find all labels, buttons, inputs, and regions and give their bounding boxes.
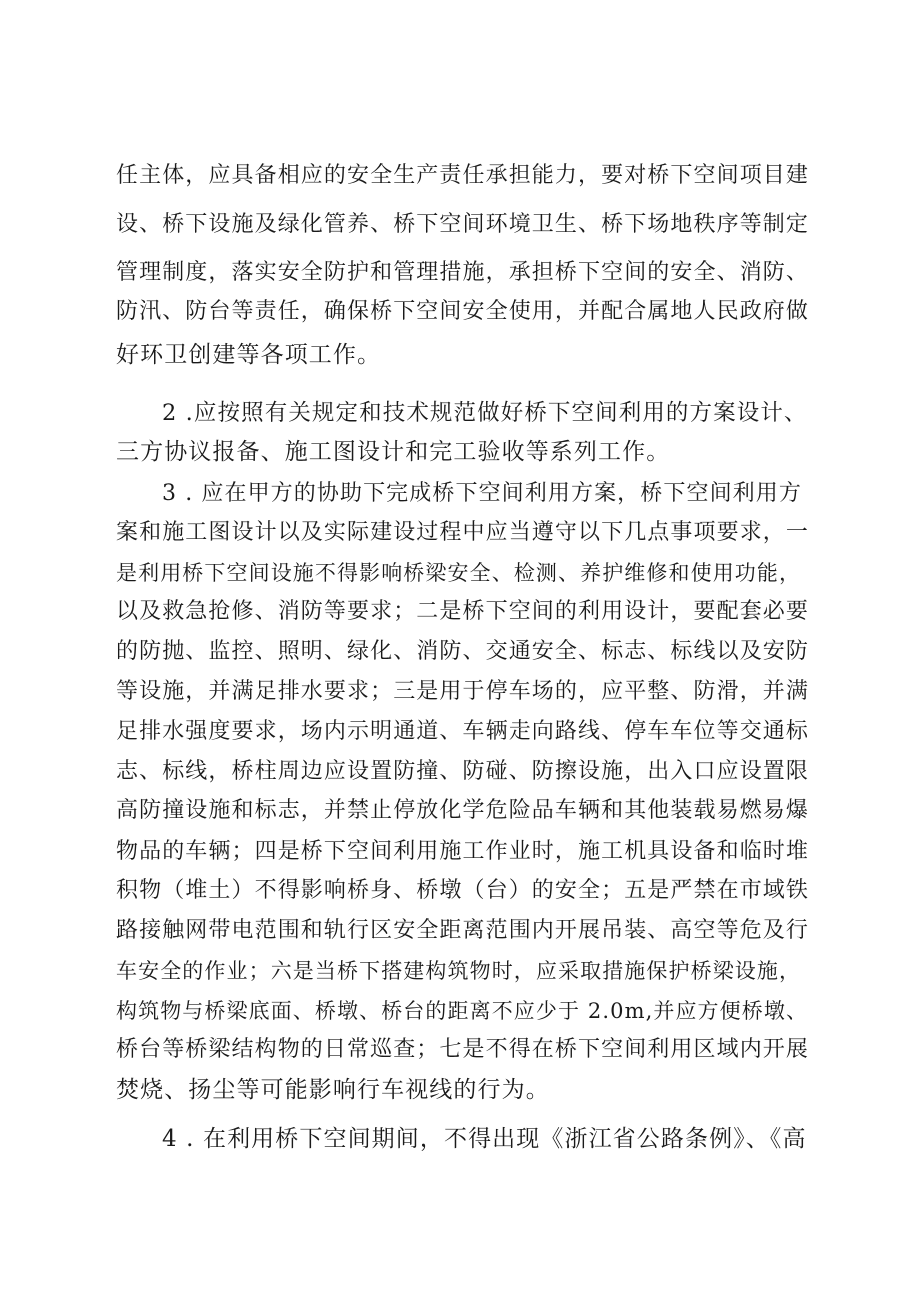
- text-line: 3 . 应在甲方的协助下完成桥下空间利用方案，桥下空间利用方: [162, 481, 802, 506]
- text-line: 等设施，并满足排水要求；三是用于停车场的，应平整、防滑，并满: [116, 679, 810, 704]
- text-line: 构筑物与桥梁底面、桥墩、桥台的距离不应少于 2.0m,并应方便桥墩、: [116, 999, 809, 1023]
- text-line: 高防撞设施和标志，并禁止停放化学危险品车辆和其他装载易燃易爆: [116, 798, 810, 823]
- text-line: 足排水强度要求，场内示明通道、车辆走向路线、停车车位等交通标: [116, 719, 810, 744]
- text-line: 志、标线，桥柱周边应设置防撞、防碰、防擦设施，出入口应设置限: [116, 759, 810, 784]
- text-line: 好环卫创建等各项工作。: [116, 342, 382, 368]
- text-line: 积物（堆土）不得影响桥身、桥墩（台）的安全；五是严禁在市域铁: [116, 878, 810, 903]
- text-line: 2 .应按照有关规定和技术规范做好桥下空间利用的方案设计、: [162, 400, 808, 426]
- text-line: 车安全的作业；六是当桥下搭建构筑物时，应采取措施保护桥梁设施，: [116, 959, 802, 983]
- text-line: 是利用桥下空间设施不得影响桥梁安全、检测、养护维修和使用功能，: [116, 561, 802, 585]
- text-line: 以及救急抢修、消防等要求；二是桥下空间的利用设计，要配套必要: [116, 599, 810, 624]
- text-line: 物品的车辆；四是桥下空间利用施工作业时，施工机具设备和临时堆: [116, 839, 810, 864]
- text-line: 设、桥下设施及绿化管养、桥下空间环境卫生、桥下场地秩序等制定: [116, 212, 810, 237]
- text-line: 桥台等桥梁结构物的日常巡查；七是不得在桥下空间利用区域内开展: [116, 1037, 810, 1062]
- text-line: 4 . 在利用桥下空间期间，不得出现《浙江省公路条例》、《高: [162, 1126, 807, 1152]
- text-line: 三方协议报备、施工图设计和完工验收等系列工作。: [116, 439, 671, 465]
- text-line: 防汛、防台等责任，确保桥下空间安全使用，并配合属地人民政府做: [116, 299, 810, 324]
- text-line: 路接触网带电范围和轨行区安全距离范围内开展吊装、高空等危及行: [116, 918, 810, 943]
- text-line: 任主体，应具备相应的安全生产责任承担能力，要对桥下空间项目建: [116, 163, 810, 188]
- text-line: 案和施工图设计以及实际建设过程中应当遵守以下几点事项要求，一: [116, 520, 810, 545]
- text-line: 的防抛、监控、照明、绿化、消防、交通安全、标志、标线以及安防: [116, 639, 810, 664]
- text-line: 焚烧、扬尘等可能影响行车视线的行为。: [116, 1077, 550, 1103]
- text-line: 管理制度，落实安全防护和管理措施，承担桥下空间的安全、消防、: [116, 260, 810, 285]
